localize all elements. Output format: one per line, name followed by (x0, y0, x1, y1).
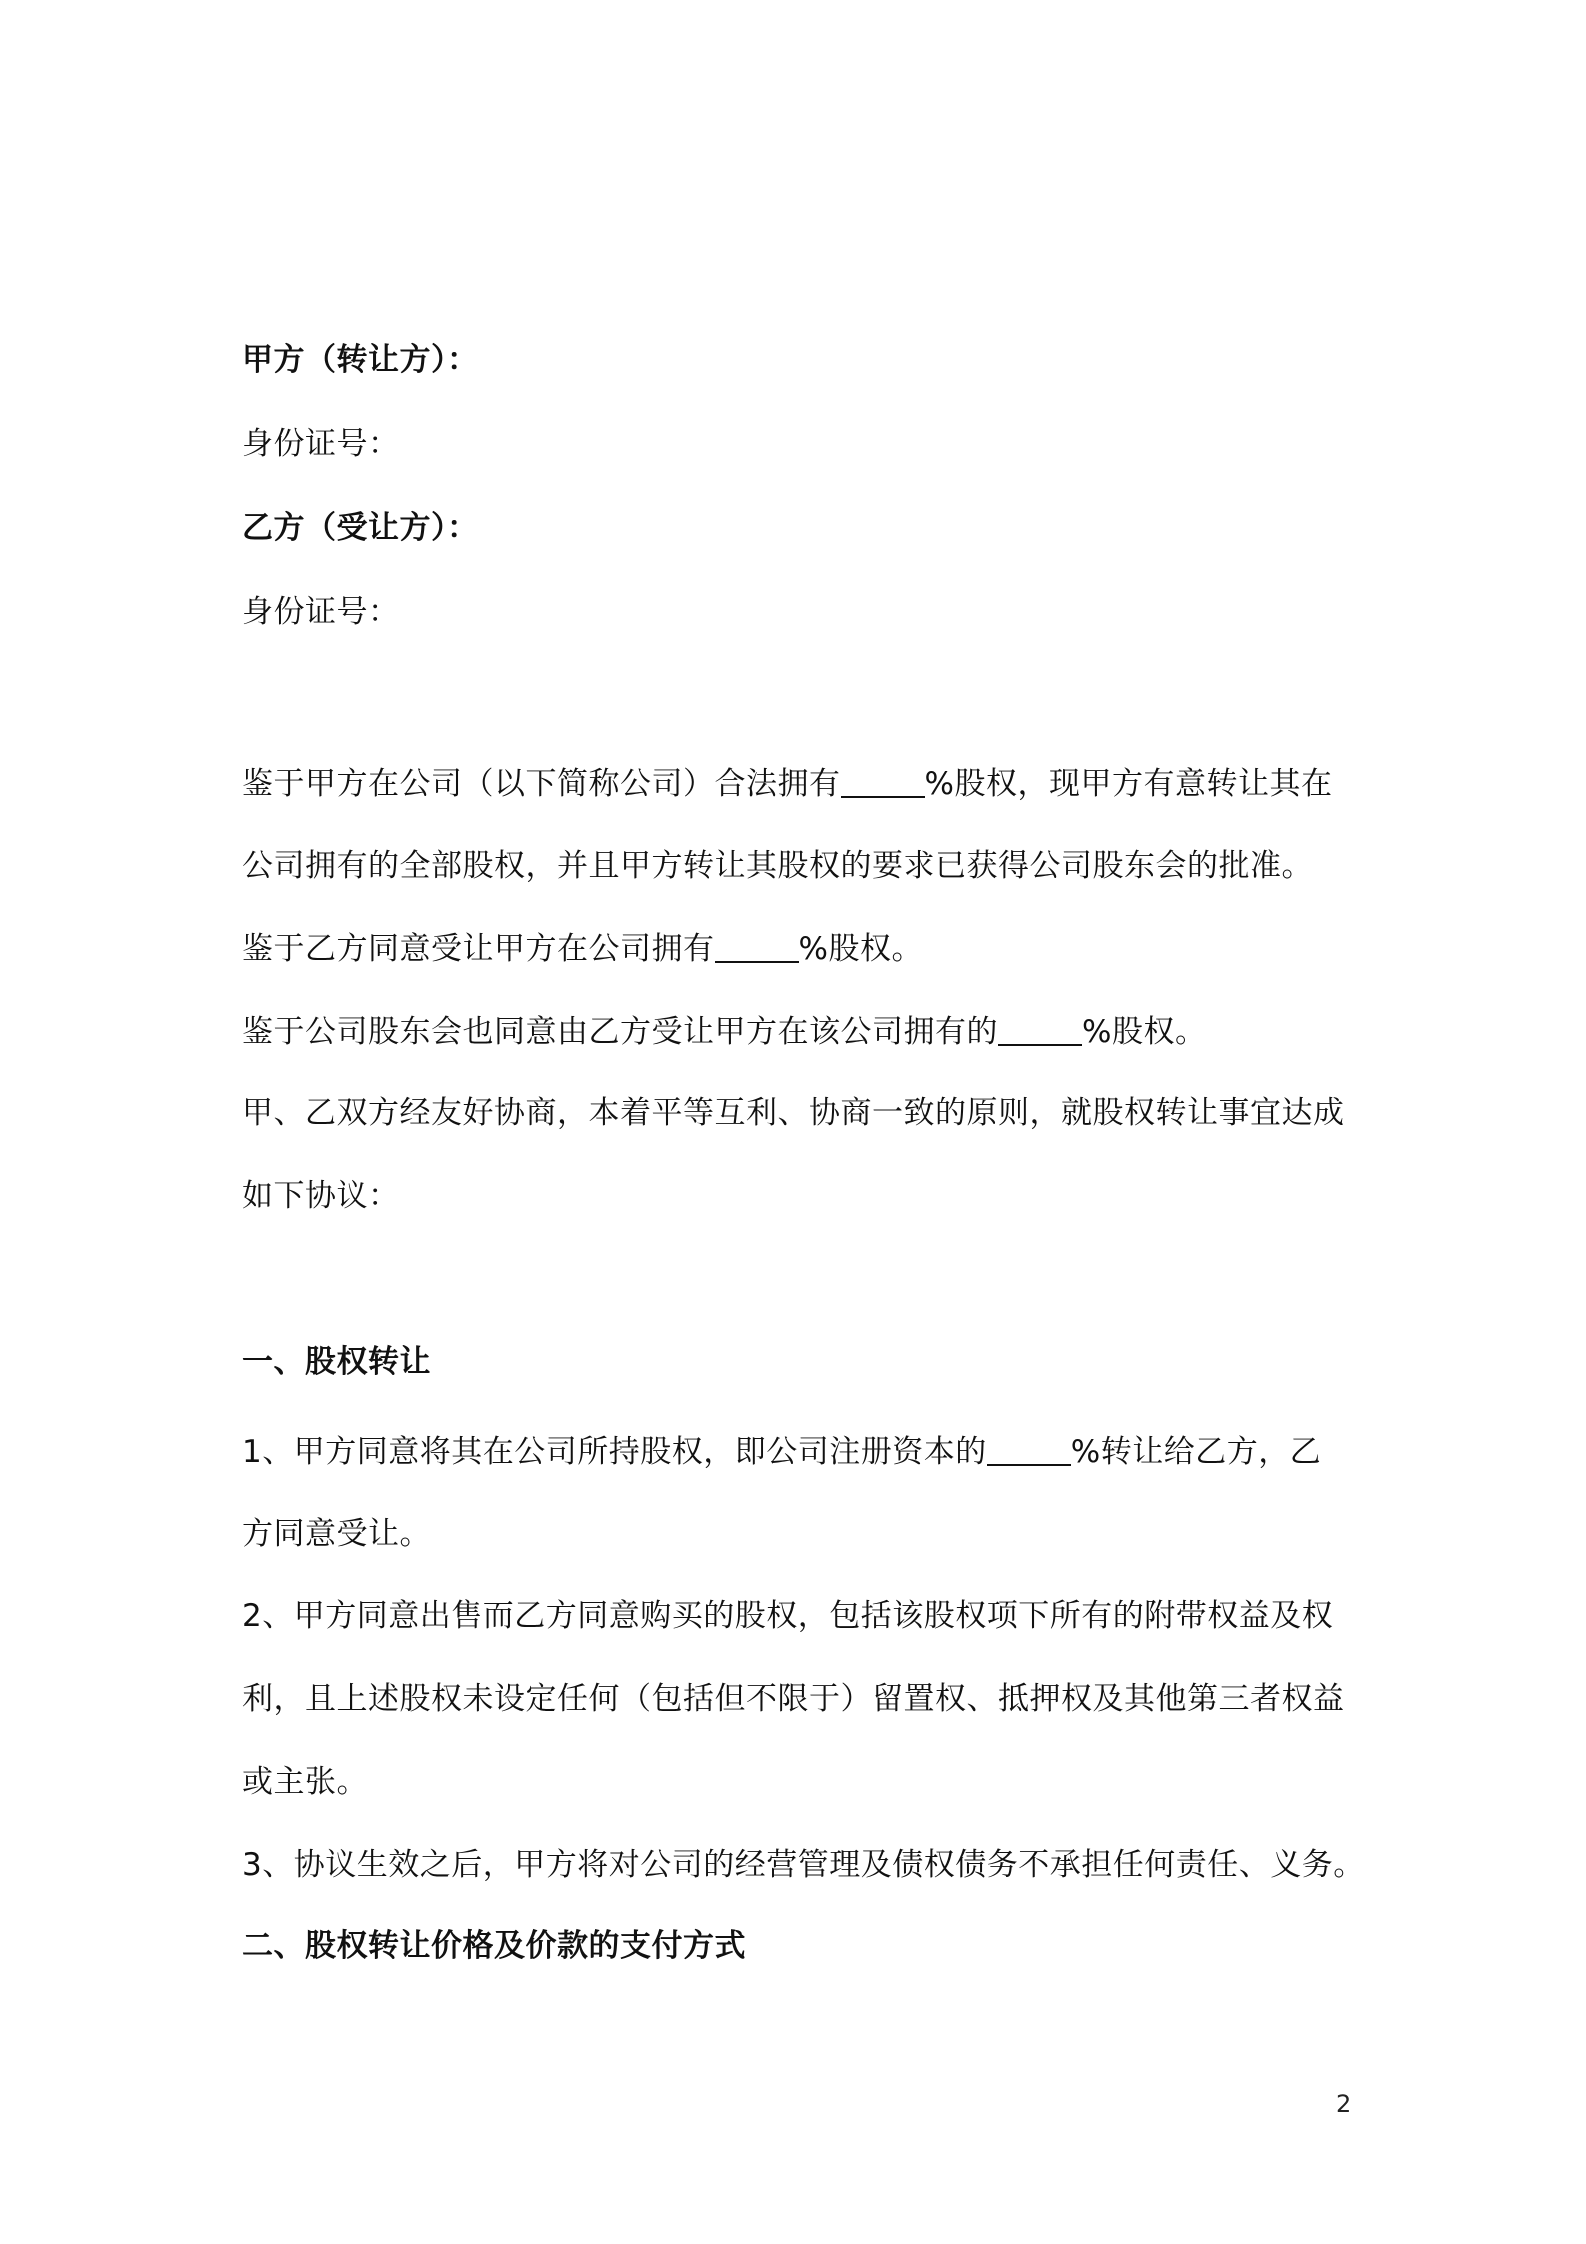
recital-3 (242, 1012, 1206, 1052)
recital-1-text-a: 鉴于甲方在公司（以下简称公司）合法拥有 (242, 766, 841, 802)
section-2-heading: 二、股权转让价格及价款的支付方式 (242, 1928, 746, 1964)
section-1-item-2-line-3: 或主张。 (242, 1764, 368, 1800)
recital-1-line-1 (242, 764, 1332, 804)
party-a-id-label: 身份证号： (242, 426, 400, 462)
recital-1-text-b: %股权，现甲方有意转让其在 (924, 766, 1333, 802)
recital-1-line-2: 公司拥有的全部股权，并且甲方转让其股权的要求已获得公司股东会的批准。 (242, 848, 1313, 884)
section-1-item-3: 3、协议生效之后，甲方将对公司的经营管理及债权债务不承担任何责任、义务。 (242, 1847, 1365, 1883)
section-1-item-2-line-2: 利，且上述股权未设定任何（包括但不限于）留置权、抵押权及其他第三者权益 (242, 1681, 1345, 1717)
section-1-item-2-line-1: 2、甲方同意出售而乙方同意购买的股权，包括该股权项下所有的附带权益及权 (242, 1598, 1334, 1634)
recital-2-text-a: 鉴于乙方同意受让甲方在公司拥有 (242, 931, 715, 967)
percentage-blank (715, 931, 799, 963)
percentage-blank (998, 1014, 1082, 1046)
percentage-blank (987, 1434, 1071, 1466)
recital-2-text-b: %股权。 (798, 931, 923, 967)
party-b-label: 乙方（受让方）： (242, 510, 479, 546)
section-1-heading: 一、股权转让 (242, 1344, 431, 1380)
page-number: 2 (1336, 2090, 1352, 2118)
recital-4-line-2: 如下协议： (242, 1178, 400, 1214)
item-1-text-a: 1、甲方同意将其在公司所持股权，即公司注册资本的 (242, 1434, 987, 1470)
party-b-id-label: 身份证号： (242, 594, 400, 630)
recital-3-text-a: 鉴于公司股东会也同意由乙方受让甲方在该公司拥有的 (242, 1014, 998, 1050)
section-1-item-1-line-2: 方同意受让。 (242, 1516, 431, 1552)
section-1-item-1-line-1 (242, 1432, 1321, 1472)
recital-3-text-b: %股权。 (1082, 1014, 1207, 1050)
recital-2 (242, 929, 923, 969)
item-1-text-b: %转让给乙方，乙 (1070, 1434, 1322, 1470)
recital-4-line-1: 甲、乙双方经友好协商，本着平等互利、协商一致的原则，就股权转让事宜达成 (242, 1095, 1345, 1131)
party-a-label: 甲方（转让方）： (242, 342, 479, 378)
percentage-blank (841, 766, 925, 798)
